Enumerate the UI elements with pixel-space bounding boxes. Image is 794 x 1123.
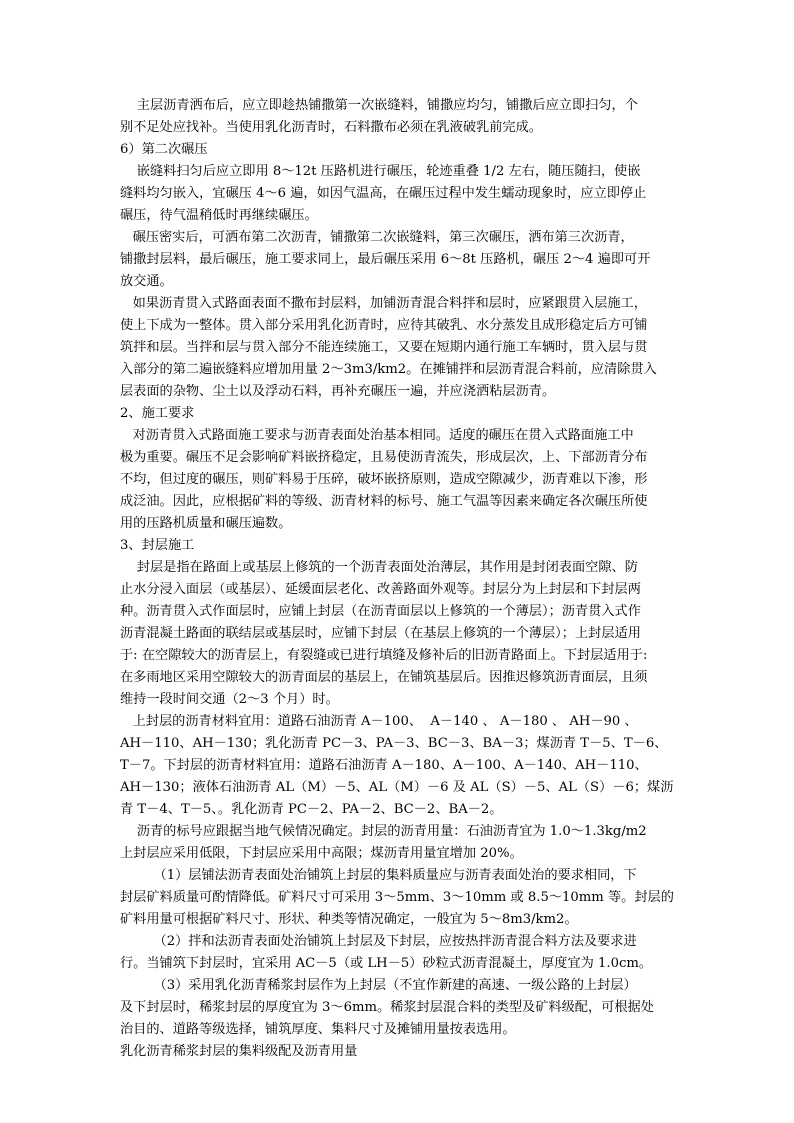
text-line: 止水分浸入面层（或基层）、延缓面层老化、改善路面外观等。封层分为上封层和下封层两 xyxy=(120,582,641,597)
text-line: 如果沥青贯入式路面表面不撒布封层料，加铺沥青混合料拌和层时，应紧跟贯入层施工， xyxy=(120,296,647,311)
text-line: 沥青混凝土路面的联结层或基层时，应铺下封层（在基层上修筑的一个薄层）；上封层适用 xyxy=(120,626,641,641)
text-line: 缝料均匀嵌入，宜碾压 4～6 遍，如因气温高，在碾压过程中发生蠕动现象时，应立即停止 xyxy=(120,186,647,201)
text-line: 及下封层时，稀浆封层的厚度宜为 3～6mm。稀浆封层混合料的类型及矿料级配，可根据处 xyxy=(120,1000,654,1015)
text-line: （3）采用乳化沥青稀浆封层作为上封层（不宜作新建的高速、一级公路的上封层） xyxy=(120,978,637,993)
text-line: 沥青的标号应跟据当地气候情况确定。封层的沥青用量：石油沥青宜为 1.0～1.3kg/m2 xyxy=(120,824,647,839)
text-line: 碾压密实后，可洒布第二次沥青，铺撒第二次嵌缝料，第三次碾压，洒布第三次沥青， xyxy=(120,230,634,245)
text-line: 成泛油。因此，应根据矿料的等级、沥青材料的标号、施工气温等因素来确定各次碾压所使 xyxy=(120,494,648,509)
text-line: 铺撒封层料，最后碾压，施工要求同上，最后碾压采用 6～8t 压路机，碾压 2～4 遍即可开 xyxy=(120,252,651,267)
text-line: 封层矿料质量可酌情降低。矿料尺寸可采用 3～5mm、3～10mm 或 8.5～10mm 等。封层的 xyxy=(120,890,674,905)
text-line: 放交通。 xyxy=(120,274,173,289)
text-line: 层表面的杂物、尘土以及浮动石料，再补充碾压一遍，并应浇洒粘层沥青。 xyxy=(120,384,556,399)
text-line: （1）层铺法沥青表面处治铺筑上封层的集料质量应与沥青表面处治的要求相同，下 xyxy=(120,868,637,883)
section-heading: 2、施工要求 xyxy=(120,406,195,421)
text-line: 入部分的第二遍嵌缝料应增加用量 2～3m3/km2。在摊铺拌和层沥青混合料前，应清除贯入 xyxy=(120,362,657,377)
text-line: 使上下成为一整体。贯入部分采用乳化沥青时，应待其破乳、水分蒸发且成形稳定后方可铺 xyxy=(120,318,648,333)
text-line: AH－110、AH－130；乳化沥青 PC－3、PA－3、BC－3、BA－3；煤沥青 T－5、T－6、 xyxy=(120,736,668,751)
text-line: 行。当铺筑下封层时，宜采用 AC－5（或 LH－5）砂粒式沥青混凝土，厚度宜为 1.0cm。 xyxy=(120,956,653,971)
text-line: 封层是指在路面上或基层上修筑的一个沥青表面处治薄层，其作用是封闭表面空隙、防 xyxy=(120,560,638,575)
text-line: （2）拌和法沥青表面处治铺筑上封层及下封层，应按热拌沥青混合料方法及要求进 xyxy=(120,934,637,949)
text-line: 主层沥青洒布后，应立即趁热铺撒第一次嵌缝料，铺撒应均匀，铺撒后应立即扫匀，个 xyxy=(120,98,638,113)
text-line: 在多雨地区采用空隙较大的沥青面层的基层上，在铺筑基层后。因推迟修筑沥青面层，且须 xyxy=(120,670,648,685)
text-line: 别不足处应找补。当使用乳化沥青时，石料撒布必须在乳液破乳前完成。 xyxy=(120,120,542,135)
text-line: 维持一段时间交通（2～3 个月）时。 xyxy=(120,692,339,707)
text-line: T－7。下封层的沥青材料宜用：道路石油沥青 A－180、A－100、A－140、AH－110、 xyxy=(120,758,648,773)
text-line: 嵌缝料扫匀后应立即用 8～12t 压路机进行碾压，轮迹重叠 1/2 左右，随压随扫，使嵌 xyxy=(120,164,641,179)
text-line: 碾压，待气温稍低时再继续碾压。 xyxy=(120,208,318,223)
table-caption: 乳化沥青稀浆封层的集料级配及沥青用量 xyxy=(120,1044,358,1059)
text-line: 上封层的沥青材料宜用：道路石油沥青 A－100、 A－140 、 A－180 、 AH－90 、 xyxy=(120,714,638,729)
section-heading: 3、封层施工 xyxy=(120,538,195,553)
text-line: 青 T－4、T－5、。乳化沥青 PC－2、PA－2、BC－2、BA－2。 xyxy=(120,802,503,817)
text-line: 对沥青贯入式路面施工要求与沥青表面处治基本相同。适度的碾压在贯入式路面施工中 xyxy=(120,428,634,443)
text-line: 于: 在空隙较大的沥青层上，有裂缝或已进行填缝及修补后的旧沥青路面上。下封层适用于: xyxy=(120,648,648,663)
text-line: 极为重要。碾压不足会影响矿料嵌挤稳定，且易使沥青流失，形成层次，上、下部沥青分布 xyxy=(120,450,648,465)
text-line: 筑拌和层。当拌和层与贯入部分不能连续施工，又要在短期内通行施工车辆时，贯入层与贯 xyxy=(120,340,648,355)
text-line: AH－130；液体石油沥青 AL（M）－5、AL（M）－6 及 AL（S）－5、AL（S）－6；煤沥 xyxy=(120,780,674,795)
text-line: 种。沥青贯入式作面层时，应铺上封层（在沥青面层以上修筑的一个薄层）；沥青贯入式作 xyxy=(120,604,641,619)
text-line: 上封层应采用低限，下封层应采用中高限；煤沥青用量宜增加 20%。 xyxy=(120,846,523,861)
text-line: 治目的、道路等级选择，铺筑厚度、集料尺寸及摊铺用量按表选用。 xyxy=(120,1022,516,1037)
text-line: 矿料用量可根据矿料尺寸、形状、种类等情况确定，一般宜为 5～8m3/km2。 xyxy=(120,912,578,927)
text-line: 不均，但过度的碾压，则矿料易于压碎，破坏嵌挤原则，造成空隙减少，沥青难以下渗，形 xyxy=(120,472,648,487)
text-line: 用的压路机质量和碾压遍数。 xyxy=(120,516,292,531)
section-heading: 6）第二次碾压 xyxy=(120,142,208,157)
